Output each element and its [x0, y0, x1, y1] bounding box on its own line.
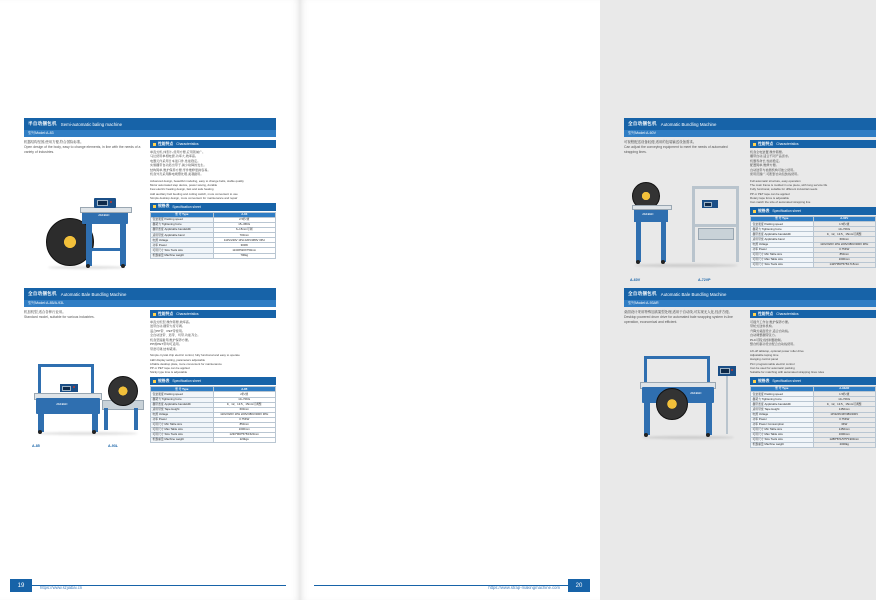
- spec-value: 1P/220V/3P/380/400V: [813, 412, 876, 417]
- machine-illustration: [30, 360, 148, 440]
- features-header-cn: 性能特点: [758, 141, 774, 146]
- brand-logo: JIABAI: [690, 391, 702, 395]
- spec-key: 包装速度 Packing speed: [151, 218, 214, 223]
- feature-item: 使用范围广,可配套自动包装线使用。: [750, 172, 801, 177]
- panel-post: [726, 376, 728, 434]
- bullet-square-icon: [153, 205, 156, 208]
- spec-header: [150, 203, 276, 211]
- spec-key: 可用尺寸 Min Table size: [151, 422, 214, 427]
- block-title-bar: [624, 288, 876, 300]
- caster-wheel: [121, 264, 125, 268]
- brand-logo: JIABAI: [642, 212, 654, 216]
- spec-value: 700mm: [213, 233, 276, 238]
- spec-value: 1.5秒/道: [813, 222, 876, 227]
- spec-key: 捆紧力 Tightening force: [151, 223, 214, 228]
- page-footer-right: [300, 574, 600, 600]
- spec-key: 机器重量 Machine weight: [151, 438, 214, 443]
- spec-header-cn: 规格表: [158, 204, 170, 209]
- feature-item: 马达使用单相电源,功率大,效率高。: [150, 154, 199, 159]
- spec-key: 包装速度 Packing speed: [751, 222, 814, 227]
- page-number: 20: [568, 579, 590, 592]
- feature-item: PP或PET带均可适用。: [150, 342, 182, 347]
- feature-item-en: Suitable for matching with automated strapping lines rules: [750, 369, 825, 374]
- spec-value: 1288*871/575*1900mm: [813, 437, 876, 442]
- block-lead-en: Can adjust the conveying equipment to meet the needs of automated strapping lines.: [624, 145, 728, 155]
- spec-key: 捆带宽度 Applicable bandwidth: [751, 232, 814, 237]
- caster-wheel: [706, 433, 710, 437]
- block-model-bar: [24, 130, 276, 137]
- spec-key: 捆带宽度 Applicable bandwidth: [151, 402, 214, 407]
- caster-wheel: [38, 430, 42, 434]
- machine-leg-left: [86, 224, 92, 266]
- product-image-semi-auto: [24, 154, 150, 282]
- machine-leg-right: [120, 224, 126, 266]
- spec-value: 2秒/道: [213, 392, 276, 397]
- product-image-a93ar: [624, 324, 750, 452]
- spec-col-type: 型 号 Type: [751, 387, 814, 392]
- spec-key: 电源 Voltage: [151, 238, 214, 243]
- feature-item: 适合PP带、PET带使用。: [150, 328, 185, 333]
- block-body: [624, 140, 876, 290]
- feature-item: 带轮式送料机构。: [750, 324, 775, 329]
- spec-value: 600mm: [213, 407, 276, 412]
- machine-leg-right: [706, 403, 712, 435]
- spec-value: 1600mm: [813, 432, 876, 437]
- spec-col-type: 型 号 Type: [751, 217, 814, 222]
- image-caption-right: A-93L: [108, 444, 118, 448]
- conveyor-leg: [104, 408, 108, 430]
- caster-wheel: [661, 260, 665, 264]
- spec-header-cn: 规格表: [758, 208, 770, 213]
- spec-value: 110V/220V 1PH 220V/380V 3PH: [213, 238, 276, 243]
- arch-left: [38, 364, 41, 394]
- spec-col-model: A-93AR: [813, 387, 876, 392]
- spec-key: 适用带宽 Applicable band: [151, 233, 214, 238]
- block-body: [24, 310, 276, 460]
- feature-item-en: PLC programmable electric control: [750, 361, 795, 366]
- feature-item: PLC可程式控制器控制。: [750, 337, 784, 342]
- strap-coil: [656, 388, 688, 420]
- feature-item-en: Hanging control panel: [750, 357, 779, 362]
- control-display: [704, 202, 712, 207]
- brand-logo: JIABAI: [98, 213, 110, 217]
- spec-value: 1.5秒/道: [813, 392, 876, 397]
- caster-wheel: [644, 433, 648, 437]
- features-list-en: [150, 353, 276, 374]
- block-model-label: 型号Model:A-93AR: [628, 301, 659, 305]
- spec-value: 600mm: [813, 237, 876, 242]
- block-right-column: [750, 140, 876, 268]
- feature-item: 自动送带与检测机构可独立使用。: [750, 167, 797, 172]
- block-lead-cn: 机器结构坚固,使用方便,符合国际标准。: [24, 140, 84, 144]
- feature-item: 机器寿命长,性能稳定。: [750, 158, 782, 163]
- block-title-en: Automatic Bale Bundling Machine: [660, 291, 727, 297]
- spec-value: 6~15mm可调: [213, 228, 276, 233]
- feature-item-en: Few electric heating design, fast and safe heating: [150, 187, 214, 192]
- spec-table: [750, 386, 876, 448]
- feature-item: 机身外壳采用静电喷塑处理,美观耐用。: [150, 172, 204, 177]
- spec-value: 300W: [213, 243, 276, 248]
- caster-wheel: [636, 260, 640, 264]
- features-header: [150, 140, 276, 148]
- features-list-en: [750, 179, 876, 204]
- feature-item: 机身坚固耐用,维护保养方便。: [150, 337, 192, 342]
- features-header-cn: 性能特点: [158, 311, 174, 316]
- spec-key: 功率 Power: [151, 417, 214, 422]
- feature-item-en: Rotary tape force is adjustable: [750, 195, 790, 200]
- block-right-column: [750, 310, 876, 448]
- block-title-en: Automatic Bale Bundling Machine: [60, 291, 127, 297]
- spec-value: 2.5秒/道: [213, 218, 276, 223]
- spec-key: 功率 Power Consumption: [751, 422, 814, 427]
- spec-value: 10~70KG: [213, 397, 276, 402]
- frame-beam: [692, 186, 738, 189]
- feature-item: 可提升工作台,维护保养方便。: [750, 320, 792, 324]
- spec-key: 机器重量 Machine weight: [151, 253, 214, 258]
- table-row: [751, 442, 876, 447]
- page-left: [0, 0, 300, 600]
- spec-key: 电源 Voltage: [751, 412, 814, 417]
- feature-item-en: PP or PET tape can be applied: [750, 191, 790, 196]
- product-block-automatic-bale-85: [24, 288, 276, 460]
- features-header-en: Characteristics: [776, 312, 799, 316]
- table-row: [151, 438, 276, 443]
- machine-illustration: [42, 188, 134, 272]
- bullet-square-icon: [153, 143, 156, 146]
- block-lead-cn: 桌面设计采用特殊加高架型处理,适用于自动线,可实现无人化,经济方便。: [624, 310, 732, 314]
- page-footer-left: [0, 574, 300, 600]
- image-caption-right: A-72VP: [698, 278, 711, 282]
- footer-url[interactable]: https://www.szjiabai.cn: [40, 585, 83, 590]
- feature-item: 单直式机,体型小,使用方便,应用领域广。: [150, 150, 206, 154]
- spec-value: 9、12、13.5、15mm可调整: [813, 232, 876, 237]
- feature-item-en: Motor automated step device, power saving, durable: [150, 183, 218, 188]
- block-title-en: Automatic Bundling Machine: [660, 121, 717, 127]
- block-lead: [24, 310, 142, 320]
- block-title-en: Semi-automatic baling machine: [60, 121, 123, 127]
- spec-value: 9、12、13.5、15mm可调整: [213, 402, 276, 407]
- feature-item-en: Full automatic structure, easy operation: [750, 178, 801, 183]
- spec-key: 功率 Power: [151, 243, 214, 248]
- control-display: [62, 386, 71, 391]
- spec-key: 机器重量 Machine weight: [751, 442, 814, 447]
- block-title-cn: 全自动捆包机: [628, 121, 657, 126]
- spec-value: 700kg: [213, 253, 276, 258]
- spec-value: 9、12、13.5、15mm可调整: [813, 402, 876, 407]
- spec-value: 1600mm: [213, 428, 276, 433]
- spec-col-type: 型 号 Type: [151, 212, 214, 217]
- bullet-square-icon: [753, 380, 756, 383]
- arch-right: [707, 356, 710, 382]
- block-lead-cn: 机加机型,适合各种行业用。: [24, 310, 66, 314]
- spec-col-type: 型 号 Type: [151, 387, 214, 392]
- feature-item-en: Can match the size of automated strapping line: [750, 199, 811, 204]
- spec-key: 捆带宽度 Applicable bandwidth: [151, 228, 214, 233]
- block-model-label: 型号Model:A-60V: [628, 131, 656, 135]
- machine-shadow: [38, 432, 138, 435]
- features-header-en: Characteristics: [176, 142, 199, 146]
- bullet-square-icon: [153, 313, 156, 316]
- feature-item: 带宽可调,结构紧凑。: [150, 346, 179, 351]
- feature-item: 单直式机型,操作简便,效率高。: [150, 320, 192, 324]
- spec-key: 适用带宽 Tape Height: [751, 407, 814, 412]
- spec-value: 1130X520X750mm: [213, 248, 276, 253]
- block-lead-en: Standard model, suitable for various industries.: [24, 315, 95, 320]
- block-title-cn: 半自动捆包机: [28, 121, 57, 126]
- spec-col-model: A-60V: [813, 217, 876, 222]
- block-body: [24, 140, 276, 290]
- spec-header-cn: 规格表: [158, 378, 170, 383]
- page-number: 19: [10, 579, 32, 592]
- feature-item: 送带自动,捆带力度可调。: [150, 324, 185, 329]
- features-list-cn: [150, 320, 276, 351]
- spec-header-en: Specification sheet: [172, 204, 201, 209]
- feature-item-en: Fully functional, suitable for different industrial needs: [750, 187, 818, 192]
- spec-key: 可用尺寸 Size Tools size: [751, 437, 814, 442]
- features-header-cn: 性能特点: [758, 311, 774, 316]
- frame-beam: [692, 224, 738, 227]
- spec-key: 可用尺寸 Max Table size: [751, 257, 814, 262]
- spec-key: 电源 Voltage: [151, 412, 214, 417]
- feature-item: 全自动送带、退带、切带,功能齐全。: [150, 333, 201, 338]
- features-header: [150, 310, 276, 318]
- product-block-automatic-bale-93ar: [624, 288, 876, 460]
- spec-key: 可用尺寸 Size Tools size: [151, 433, 214, 438]
- block-right-column: [150, 310, 276, 443]
- product-image-a60v: [624, 154, 750, 282]
- image-caption-left: A-60V: [630, 278, 641, 282]
- spec-col-model: A-85: [213, 387, 276, 392]
- control-display: [720, 368, 730, 374]
- spec-key: 捆紧力 Tightening force: [751, 397, 814, 402]
- spec-value: 0.75KW: [213, 417, 276, 422]
- footer-url[interactable]: https://www.strap-makingmachine.com: [488, 585, 560, 590]
- image-caption-left: A-85: [32, 444, 40, 448]
- product-image-a85: [24, 324, 150, 452]
- spec-value: 1450mm: [813, 427, 876, 432]
- spec-value: 15~45KG: [213, 223, 276, 228]
- spec-key: 可用尺寸 Size Tools size: [751, 262, 814, 267]
- feature-item: 配置简单,维修方便。: [750, 163, 779, 168]
- block-lead-en: Desktop powered drum drive for automated bale wrapping system in-line operation, economical and efficient.: [624, 315, 733, 325]
- feature-item-en: Add auxiliary belt feeding and cutting switch, more convenient to use: [150, 191, 238, 196]
- bullet-square-icon: [753, 313, 756, 316]
- feature-item-en: Simple crystal chip electric control, fully functional and easy to operate: [150, 353, 240, 358]
- feature-item-en: Liftable desktop plate, more convenient for maintenance: [150, 361, 222, 366]
- features-header: [750, 140, 876, 148]
- feature-item: 结构简单,维护保养方便,零件维修更换容易。: [150, 167, 211, 172]
- feature-item-en: Advanced design, beautiful modeling, easy to change belts, stable quality: [150, 178, 244, 183]
- arch-left: [644, 356, 647, 382]
- block-lead-en: Open design of the body, easy to change elements, in line with the needs of a variety of industries.: [24, 145, 141, 155]
- product-block-semi-auto-baling: [24, 118, 276, 290]
- conveyor-leg: [134, 408, 138, 430]
- block-model-bar: [24, 300, 276, 307]
- spec-key: 适用带宽 Applicable band: [751, 237, 814, 242]
- spec-value: 1450mm: [813, 407, 876, 412]
- spec-header: [750, 377, 876, 385]
- machine-leg-left: [636, 222, 641, 262]
- machine-tabletop: [632, 205, 672, 210]
- spec-key: 可用尺寸 Min Table size: [751, 427, 814, 432]
- feature-item-en: LED display setting, parameters adjustable: [150, 357, 205, 362]
- control-display: [97, 200, 108, 206]
- features-list-en: [150, 179, 276, 200]
- spec-header: [750, 207, 876, 215]
- spec-value: 1230*960*575/1520mm: [213, 433, 276, 438]
- feature-item-en: Sticky type time is adjustable: [150, 370, 188, 375]
- feature-item: 自动调整捆带张力。: [750, 333, 778, 338]
- feature-item: 实施捆带自动退出带子,减少故障的发生。: [150, 163, 207, 168]
- arch-right: [91, 364, 94, 394]
- spec-key: 可用尺寸 Min Table size: [751, 252, 814, 257]
- spec-key: 可用尺寸 Max Table size: [751, 432, 814, 437]
- machine-body: [36, 398, 100, 414]
- spec-col-model: A-83: [213, 212, 276, 217]
- features-list-cn: [750, 150, 876, 177]
- machine-cross-brace: [86, 248, 126, 251]
- spec-value: 220kgs: [213, 438, 276, 443]
- spec-value: 0.75KW: [813, 247, 876, 252]
- feature-item: 升降式桌面设计,适合自动线。: [750, 328, 792, 333]
- feature-item-en: Lift-off tabletop, optional power roller drive: [750, 348, 804, 353]
- features-list-en: [750, 349, 876, 374]
- features-header-cn: 性能特点: [158, 141, 174, 146]
- spec-value: 2000kg: [813, 442, 876, 447]
- brand-logo: JIABAI: [56, 402, 68, 406]
- spec-value: 3KW: [813, 422, 876, 427]
- block-right-column: [150, 140, 276, 259]
- spec-key: 包装速度 Packing speed: [751, 392, 814, 397]
- spec-header-cn: 规格表: [758, 378, 770, 383]
- feature-item: 电器元件采用日本进口件,性能稳定。: [150, 158, 201, 163]
- spec-key: 功率 Power: [751, 247, 814, 252]
- spec-value: 10~70KG: [813, 227, 876, 232]
- arch-top: [644, 356, 710, 359]
- spec-value: 0.75KW: [813, 417, 876, 422]
- feature-item-en: PP or PET tape can be applied: [150, 366, 190, 370]
- features-list-cn: [150, 150, 276, 177]
- block-body: [624, 310, 876, 460]
- spec-key: 可用尺寸 Size Tools size: [151, 248, 214, 253]
- bullet-square-icon: [753, 210, 756, 213]
- block-title-cn: 全自动捆包机: [628, 291, 657, 296]
- spec-key: 捆紧力 Tightening force: [151, 397, 214, 402]
- block-title-bar: [624, 118, 876, 130]
- block-lead-cn: 可视程配送设备轻便,适用的包装输送设备需求。: [624, 140, 697, 144]
- spec-value: 10~70KG: [813, 397, 876, 402]
- spec-value: 110V/220V 1PH 220V/380V/400V 3PH: [213, 412, 276, 417]
- block-title-bar: [24, 118, 276, 130]
- spec-table: [150, 386, 276, 443]
- machine-leg-left: [644, 403, 650, 435]
- machine-leg-right: [661, 222, 666, 262]
- product-block-automatic-bundling-60v: [624, 118, 876, 290]
- spec-table: [150, 212, 276, 259]
- feature-item-en: Adjustable taping time: [750, 353, 779, 358]
- conveyor-section: [698, 228, 734, 240]
- features-header-en: Characteristics: [176, 312, 199, 316]
- spec-header-en: Specification sheet: [772, 379, 801, 384]
- spec-value: 110V/220V 1PH 220V/380V/400V 3PH: [813, 242, 876, 247]
- feature-item: 机身全电装置,操作简便。: [750, 150, 785, 154]
- spec-key: 适用带宽 Tape Height: [151, 407, 214, 412]
- spec-key: 电源 Voltage: [751, 242, 814, 247]
- caster-wheel: [86, 264, 90, 268]
- feature-item: 整台机驱动设计配合自动线使用。: [750, 342, 797, 347]
- table-row: [151, 253, 276, 258]
- spec-key: 功率 Power: [751, 417, 814, 422]
- spec-value: 1425*950*575/1715mm: [813, 262, 876, 267]
- arch-top: [38, 364, 94, 367]
- machine-illustration: [634, 354, 746, 442]
- machine-shadow: [634, 264, 738, 267]
- spec-key: 可用尺寸 Max Table size: [151, 428, 214, 433]
- machine-illustration: [628, 180, 748, 272]
- block-model-bar: [624, 300, 876, 307]
- table-row: [751, 262, 876, 267]
- feature-item: 捆带自动,适合不同产品需求。: [750, 154, 792, 159]
- machine-shadow: [642, 436, 734, 439]
- feature-item-en: Simple desktop design, more convenient for maintenance and repair: [150, 195, 238, 200]
- spec-header: [150, 377, 276, 385]
- block-model-label: 型号Model:A-83: [28, 131, 54, 135]
- spec-value: 850mm: [213, 422, 276, 427]
- spec-header-en: Specification sheet: [172, 379, 201, 384]
- spec-header-en: Specification sheet: [772, 209, 801, 214]
- block-model-label: 型号Model:A-85/A-93L: [28, 301, 65, 305]
- spec-key: 捆带宽度 Applicable bandwidth: [751, 402, 814, 407]
- block-title-bar: [24, 288, 276, 300]
- features-header: [750, 310, 876, 318]
- block-title-cn: 全自动捆包机: [28, 291, 57, 296]
- feature-item-en: Can be used for automatic packing: [750, 365, 795, 370]
- block-model-bar: [624, 130, 876, 137]
- strap-coil: [108, 376, 138, 406]
- spec-key: 包装速度 Packing speed: [151, 392, 214, 397]
- spec-value: 1600mm: [813, 257, 876, 262]
- features-header-en: Characteristics: [776, 142, 799, 146]
- page-right: [300, 0, 869, 600]
- spec-value: 850mm: [813, 252, 876, 257]
- features-list-cn: [750, 320, 876, 347]
- bullet-square-icon: [153, 380, 156, 383]
- caster-wheel: [92, 430, 96, 434]
- feature-item-en: The main frame is molded in one piece, with long service life: [750, 183, 828, 188]
- bullet-square-icon: [753, 143, 756, 146]
- spec-table: [750, 216, 876, 268]
- spec-key: 捆紧力 Tightening force: [751, 227, 814, 232]
